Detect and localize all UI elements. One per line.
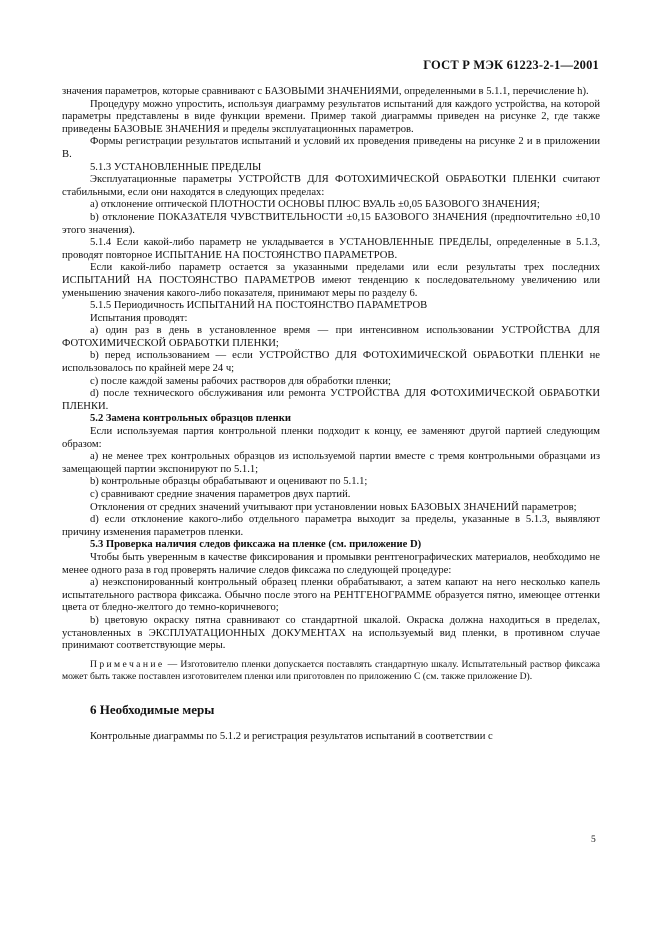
note-paragraph: [62, 659, 600, 683]
paragraph: Если используемая партия контрольной пленки подходит к концу, ее заменяют другой партией следующим образом:: [62, 426, 600, 450]
paragraph: Чтобы быть уверенным в качестве фиксирования и промывки рентгенографических материалов, необходимо не менее одного раза в год проверять наличие следов фиксажа по следующей процедуре:: [62, 551, 600, 576]
paragraph: Если какой-либо параметр остается за указанными пределами или если результаты трех последних ИСПЫТАНИЙ НА ПОСТОЯНСТВО ПАРАМЕТРОВ имеют тенденцию к последовательному увеличению или уменьшению значения какого-либо показателя, принимают меры по разделу 6.: [62, 262, 600, 299]
document-header: ГОСТ Р МЭК 61223-2-1—2001: [423, 58, 599, 72]
paragraph: Отклонения от средних значений учитывают при установлении новых БАЗОВЫХ ЗНАЧЕНИЙ параметров;: [90, 501, 577, 513]
paragraph: c) после каждой замены рабочих растворов для обработки пленки;: [90, 375, 391, 387]
page-number: 5: [591, 835, 596, 845]
paragraph: d) после технического обслуживания или ремонта УСТРОЙСТВА ДЛЯ ФОТОХИМИЧЕСКОЙ ОБРАБОТКИ ПЛЕНКИ.: [62, 388, 600, 412]
paragraph: Испытания проводят:: [90, 312, 188, 324]
paragraph: значения параметров, которые сравнивают с БАЗОВЫМИ ЗНАЧЕНИЯМИ, определенными в 5.1.1, перечисление h).: [62, 86, 589, 97]
paragraph: c) сравнивают средние значения параметров двух партий.: [90, 489, 351, 500]
paragraph: 5.3 Проверка наличия следов фиксажа на пленке (см. приложение D): [90, 539, 422, 551]
paragraph: a) один раз в день в установленное время — при интенсивном использовании УСТРОЙСТВА ДЛЯ ФОТОХИМИЧЕСКОЙ ОБРАБОТКИ ПЛЕНКИ;: [62, 325, 600, 349]
paragraph: 5.2 Замена контрольных образцов пленки: [90, 413, 291, 425]
paragraph: d) если отклонение какого-либо отдельного параметра выходит за пределы, указанные в 5.1.3, выявляют причину изменения параметров пленки.: [62, 514, 600, 538]
paragraph: 5.1.5 Периодичность ИСПЫТАНИЙ НА ПОСТОЯНСТВО ПАРАМЕТРОВ: [90, 300, 428, 312]
paragraph: 5.1.4 Если какой-либо параметр не укладывается в УСТАНОВЛЕННЫЕ ПРЕДЕЛЫ, определенные в 5.1.3, проводят повторное ИСПЫТАНИЕ НА ПОСТОЯНСТВО ПАРАМЕТРОВ.: [62, 237, 600, 261]
paragraph: Процедуру можно упростить, используя диаграмму результатов испытаний для каждого устройства, на которой параметры представлены в виде функции времени. Пример такой диаграммы приведен на рисунке 2, где также приведены БАЗОВЫЕ ЗНАЧЕНИЯ и пределы эксплуатационных параметров.: [62, 98, 600, 135]
section-6-title: 6 Необходимые меры: [90, 702, 215, 718]
paragraph: b) цветовую окраску пятна сравнивают со стандартной шкалой. Окраска должна находиться в пределах, установленных в ЭКСПЛУАТАЦИОННЫХ ДОКУМЕНТАХ на используемый вид пленки, в противном случае принимают соответствующие меры.: [62, 614, 600, 652]
paragraph: Формы регистрации результатов испытаний и условий их проведения приведены на рисунке 2 и в приложении В.: [62, 136, 600, 160]
note-label: Примечание: [90, 658, 165, 670]
note-text: — Изготовителю пленки допускается поставлять стандартную шкалу. Испытательный раствор фиксажа может быть также поставлен изготовителем пленки или приготовлен по приложению С (см. также приложение D).: [62, 658, 600, 682]
document-body: [62, 86, 600, 744]
section-6-text: Контрольные диаграммы по 5.1.2 и регистрация результатов испытаний в соответствии с: [90, 730, 493, 742]
paragraph: a) неэкспонированный контрольный образец пленки обрабатывают, а затем капают на него несколько капель испытательного раствора фиксажа. Обычно после этого на РЕНТГЕНОГРАММЕ образуется пятно, имеющее оттенки цвета от бледно-желтого до темно-коричневого;: [62, 577, 600, 614]
paragraph: a) отклонение оптической ПЛОТНОСТИ ОСНОВЫ ПЛЮС ВУАЛЬ ±0,05 БАЗОВОГО ЗНАЧЕНИЯ;: [90, 199, 540, 211]
paragraph-list: [62, 86, 600, 653]
paragraph: 5.1.3 УСТАНОВЛЕННЫЕ ПРЕДЕЛЫ: [90, 161, 262, 173]
paragraph: b) контрольные образцы обрабатывают и оценивают по 5.1.1;: [90, 476, 368, 488]
paragraph: b) перед использованием — если УСТРОЙСТВО ДЛЯ ФОТОХИМИЧЕСКОЙ ОБРАБОТКИ ПЛЕНКИ не использовалось по крайней мере 24 ч;: [62, 350, 600, 375]
paragraph: b) отклонение ПОКАЗАТЕЛЯ ЧУВСТВИТЕЛЬНОСТИ ±0,15 БАЗОВОГО ЗНАЧЕНИЯ (предпочтительно ±0,10 этого значения).: [62, 211, 600, 236]
paragraph: a) не менее трех контрольных образцов из используемой партии вместе с тремя контрольными образцами из замещающей партии экспонируют по 5.1.1;: [62, 451, 600, 475]
paragraph: Эксплуатационные параметры УСТРОЙСТВ ДЛЯ ФОТОХИМИЧЕСКОЙ ОБРАБОТКИ ПЛЕНКИ считают стабильными, если они находятся в следующих пределах:: [62, 174, 600, 198]
